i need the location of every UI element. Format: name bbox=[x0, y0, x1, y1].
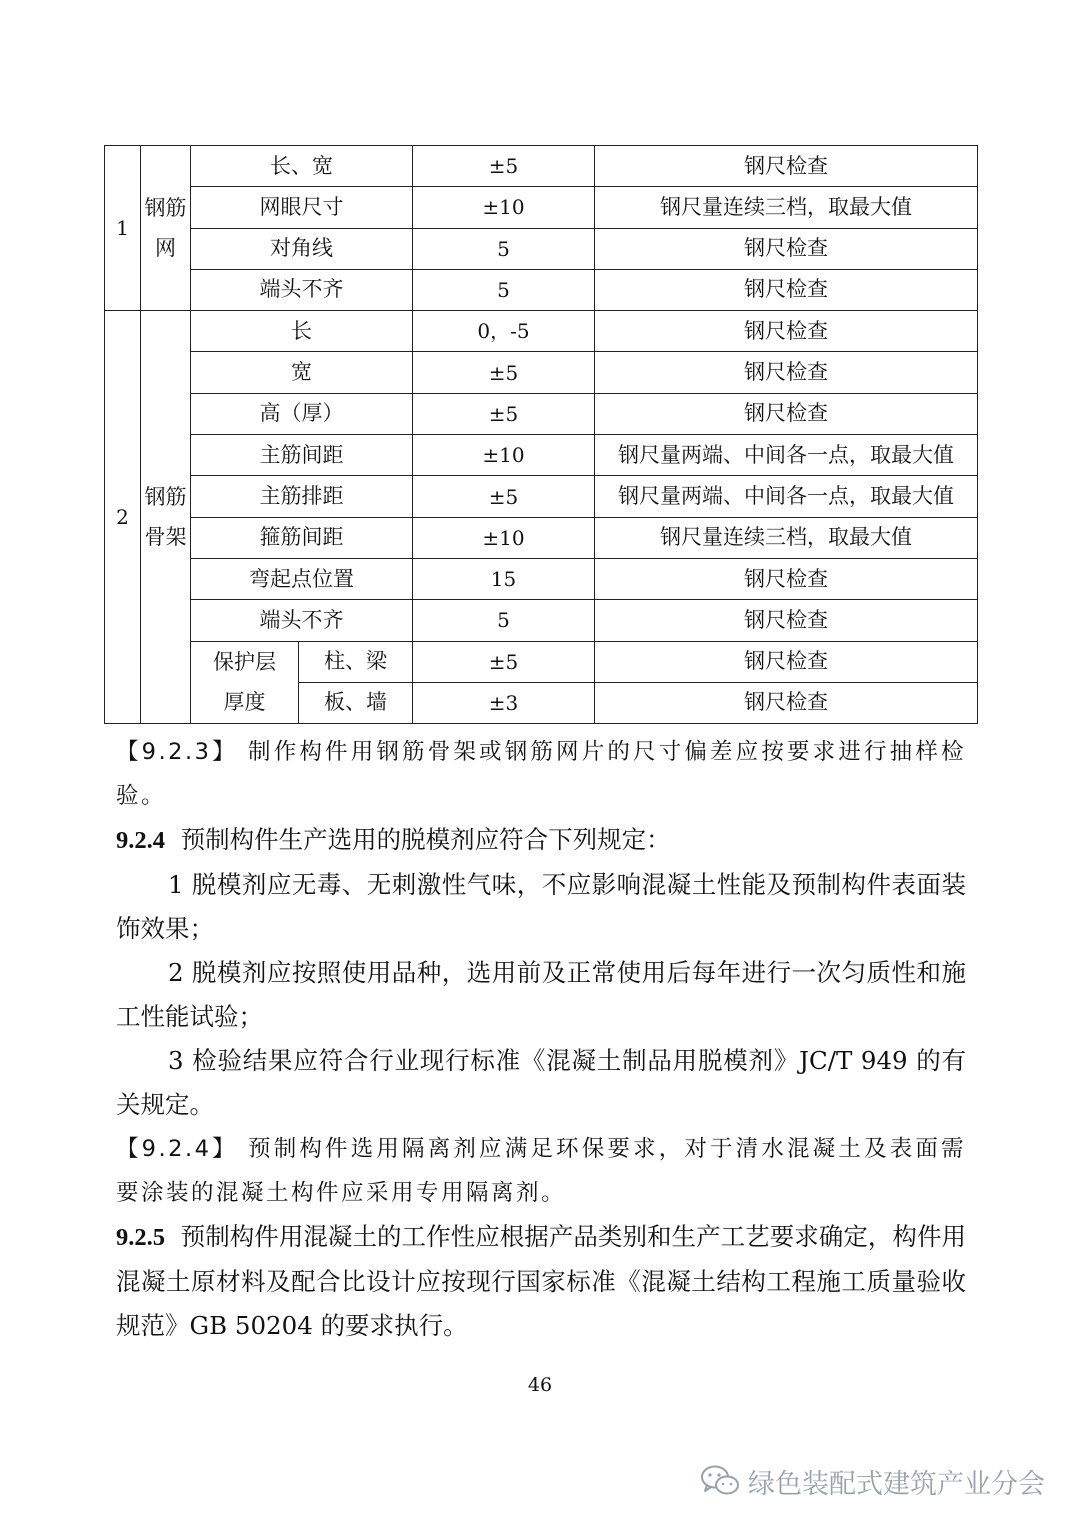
sub-item-cell: 板、墙 bbox=[299, 682, 413, 723]
table-row bbox=[105, 641, 978, 682]
group-number: 2 bbox=[105, 311, 141, 724]
tolerance-cell: ±5 bbox=[413, 476, 595, 517]
item-cell: 主筋间距 bbox=[191, 435, 413, 476]
table-row bbox=[105, 187, 978, 228]
tolerance-cell: ±5 bbox=[413, 146, 595, 187]
clause-9-2-4-item-2: 2 脱模剂应按照使用品种，选用前及正常使用后每年进行一次匀质性和施工性能试验； bbox=[116, 958, 966, 1031]
method-cell: 钢尺检查 bbox=[595, 228, 978, 269]
method-cell: 钢尺检查 bbox=[595, 558, 978, 599]
tolerance-cell: ±10 bbox=[413, 517, 595, 558]
tolerance-cell: 5 bbox=[413, 228, 595, 269]
clause-9-2-5: 9.2.5 预制构件用混凝土的工作性应根据产品类别和生产工艺要求确定，构件用混凝土原材料及配合比设计应按现行国家标准《混凝土结构工程施工质量验收规范》GB 50204 的要求执行。 bbox=[116, 1222, 967, 1340]
table-row bbox=[105, 435, 978, 476]
group-category: 钢筋 网 bbox=[141, 146, 191, 311]
clause-number: 9.2.4 bbox=[116, 827, 165, 854]
item-cell: 长、宽 bbox=[191, 146, 413, 187]
item-cell: 宽 bbox=[191, 352, 413, 393]
group-category: 钢筋 骨架 bbox=[141, 311, 191, 724]
method-cell: 钢尺检查 bbox=[595, 269, 978, 310]
method-cell: 钢尺检查 bbox=[595, 146, 978, 187]
sub-item-cell: 柱、梁 bbox=[299, 641, 413, 682]
tolerance-cell: 5 bbox=[413, 600, 595, 641]
table-row bbox=[105, 393, 978, 434]
method-cell: 钢尺检查 bbox=[595, 682, 978, 723]
clause-9-2-4: 9.2.4 预制构件生产选用的脱模剂应符合下列规定： bbox=[116, 825, 671, 854]
watermark bbox=[700, 1456, 1045, 1506]
tolerance-table bbox=[104, 145, 978, 724]
clause-9-2-4-item-3: 3 检验结果应符合行业现行标准《混凝土制品用脱模剂》JC/T 949 的有关规定。 bbox=[116, 1046, 966, 1119]
table-row bbox=[105, 146, 978, 187]
table-row bbox=[105, 228, 978, 269]
item-cell: 箍筋间距 bbox=[191, 517, 413, 558]
watermark-text: 绿色装配式建筑产业分会 bbox=[748, 1468, 1045, 1500]
table-row bbox=[105, 600, 978, 641]
tolerance-cell: ±5 bbox=[413, 393, 595, 434]
tolerance-cell: 0，-5 bbox=[413, 311, 595, 352]
method-cell: 钢尺量两端、中间各一点，取最大值 bbox=[595, 476, 978, 517]
method-cell: 钢尺量连续三档，取最大值 bbox=[595, 517, 978, 558]
tolerance-cell: ±5 bbox=[413, 352, 595, 393]
item-cell: 主筋排距 bbox=[191, 476, 413, 517]
tolerance-cell: ±10 bbox=[413, 435, 595, 476]
item-cell: 网眼尺寸 bbox=[191, 187, 413, 228]
tolerance-cell: 15 bbox=[413, 558, 595, 599]
item-cell: 对角线 bbox=[191, 228, 413, 269]
table-row bbox=[105, 476, 978, 517]
method-cell: 钢尺检查 bbox=[595, 600, 978, 641]
table-row bbox=[105, 352, 978, 393]
table-row bbox=[105, 517, 978, 558]
table-row bbox=[105, 311, 978, 352]
method-cell: 钢尺检查 bbox=[595, 311, 978, 352]
commentary-9-2-4: 【9.2.4】 预制构件选用隔离剂应满足环保要求，对于清水混凝土及表面需要涂装的混凝土构件应采用专用隔离剂。 bbox=[116, 1136, 966, 1206]
commentary-9-2-3: 【9.2.3】 制作构件用钢筋骨架或钢筋网片的尺寸偏差应按要求进行抽样检验。 bbox=[116, 739, 966, 809]
tolerance-cell: ±10 bbox=[413, 187, 595, 228]
clause-number: 9.2.5 bbox=[116, 1224, 165, 1251]
table-row bbox=[105, 558, 978, 599]
method-cell: 钢尺量连续三档，取最大值 bbox=[595, 187, 978, 228]
item-cell: 长 bbox=[191, 311, 413, 352]
method-cell: 钢尺量两端、中间各一点，取最大值 bbox=[595, 435, 978, 476]
body-text bbox=[116, 730, 966, 1348]
table-row bbox=[105, 269, 978, 310]
item-cell: 端头不齐 bbox=[191, 600, 413, 641]
method-cell: 钢尺检查 bbox=[595, 352, 978, 393]
wechat-icon bbox=[700, 1464, 740, 1498]
item-cell: 高（厚） bbox=[191, 393, 413, 434]
method-cell: 钢尺检查 bbox=[595, 393, 978, 434]
item-cell: 弯起点位置 bbox=[191, 558, 413, 599]
page-number: 46 bbox=[527, 1374, 553, 1396]
method-cell: 钢尺检查 bbox=[595, 641, 978, 682]
item-cell: 端头不齐 bbox=[191, 269, 413, 310]
clause-9-2-4-item-1: 1 脱模剂应无毒、无刺激性气味，不应影响混凝土性能及预制构件表面装饰效果； bbox=[116, 870, 966, 943]
group-number: 1 bbox=[105, 146, 141, 311]
tolerance-cell: ±5 bbox=[413, 641, 595, 682]
cover-thickness-label: 保护层 厚度 bbox=[191, 641, 299, 724]
tolerance-cell: 5 bbox=[413, 269, 595, 310]
tolerance-cell: ±3 bbox=[413, 682, 595, 723]
